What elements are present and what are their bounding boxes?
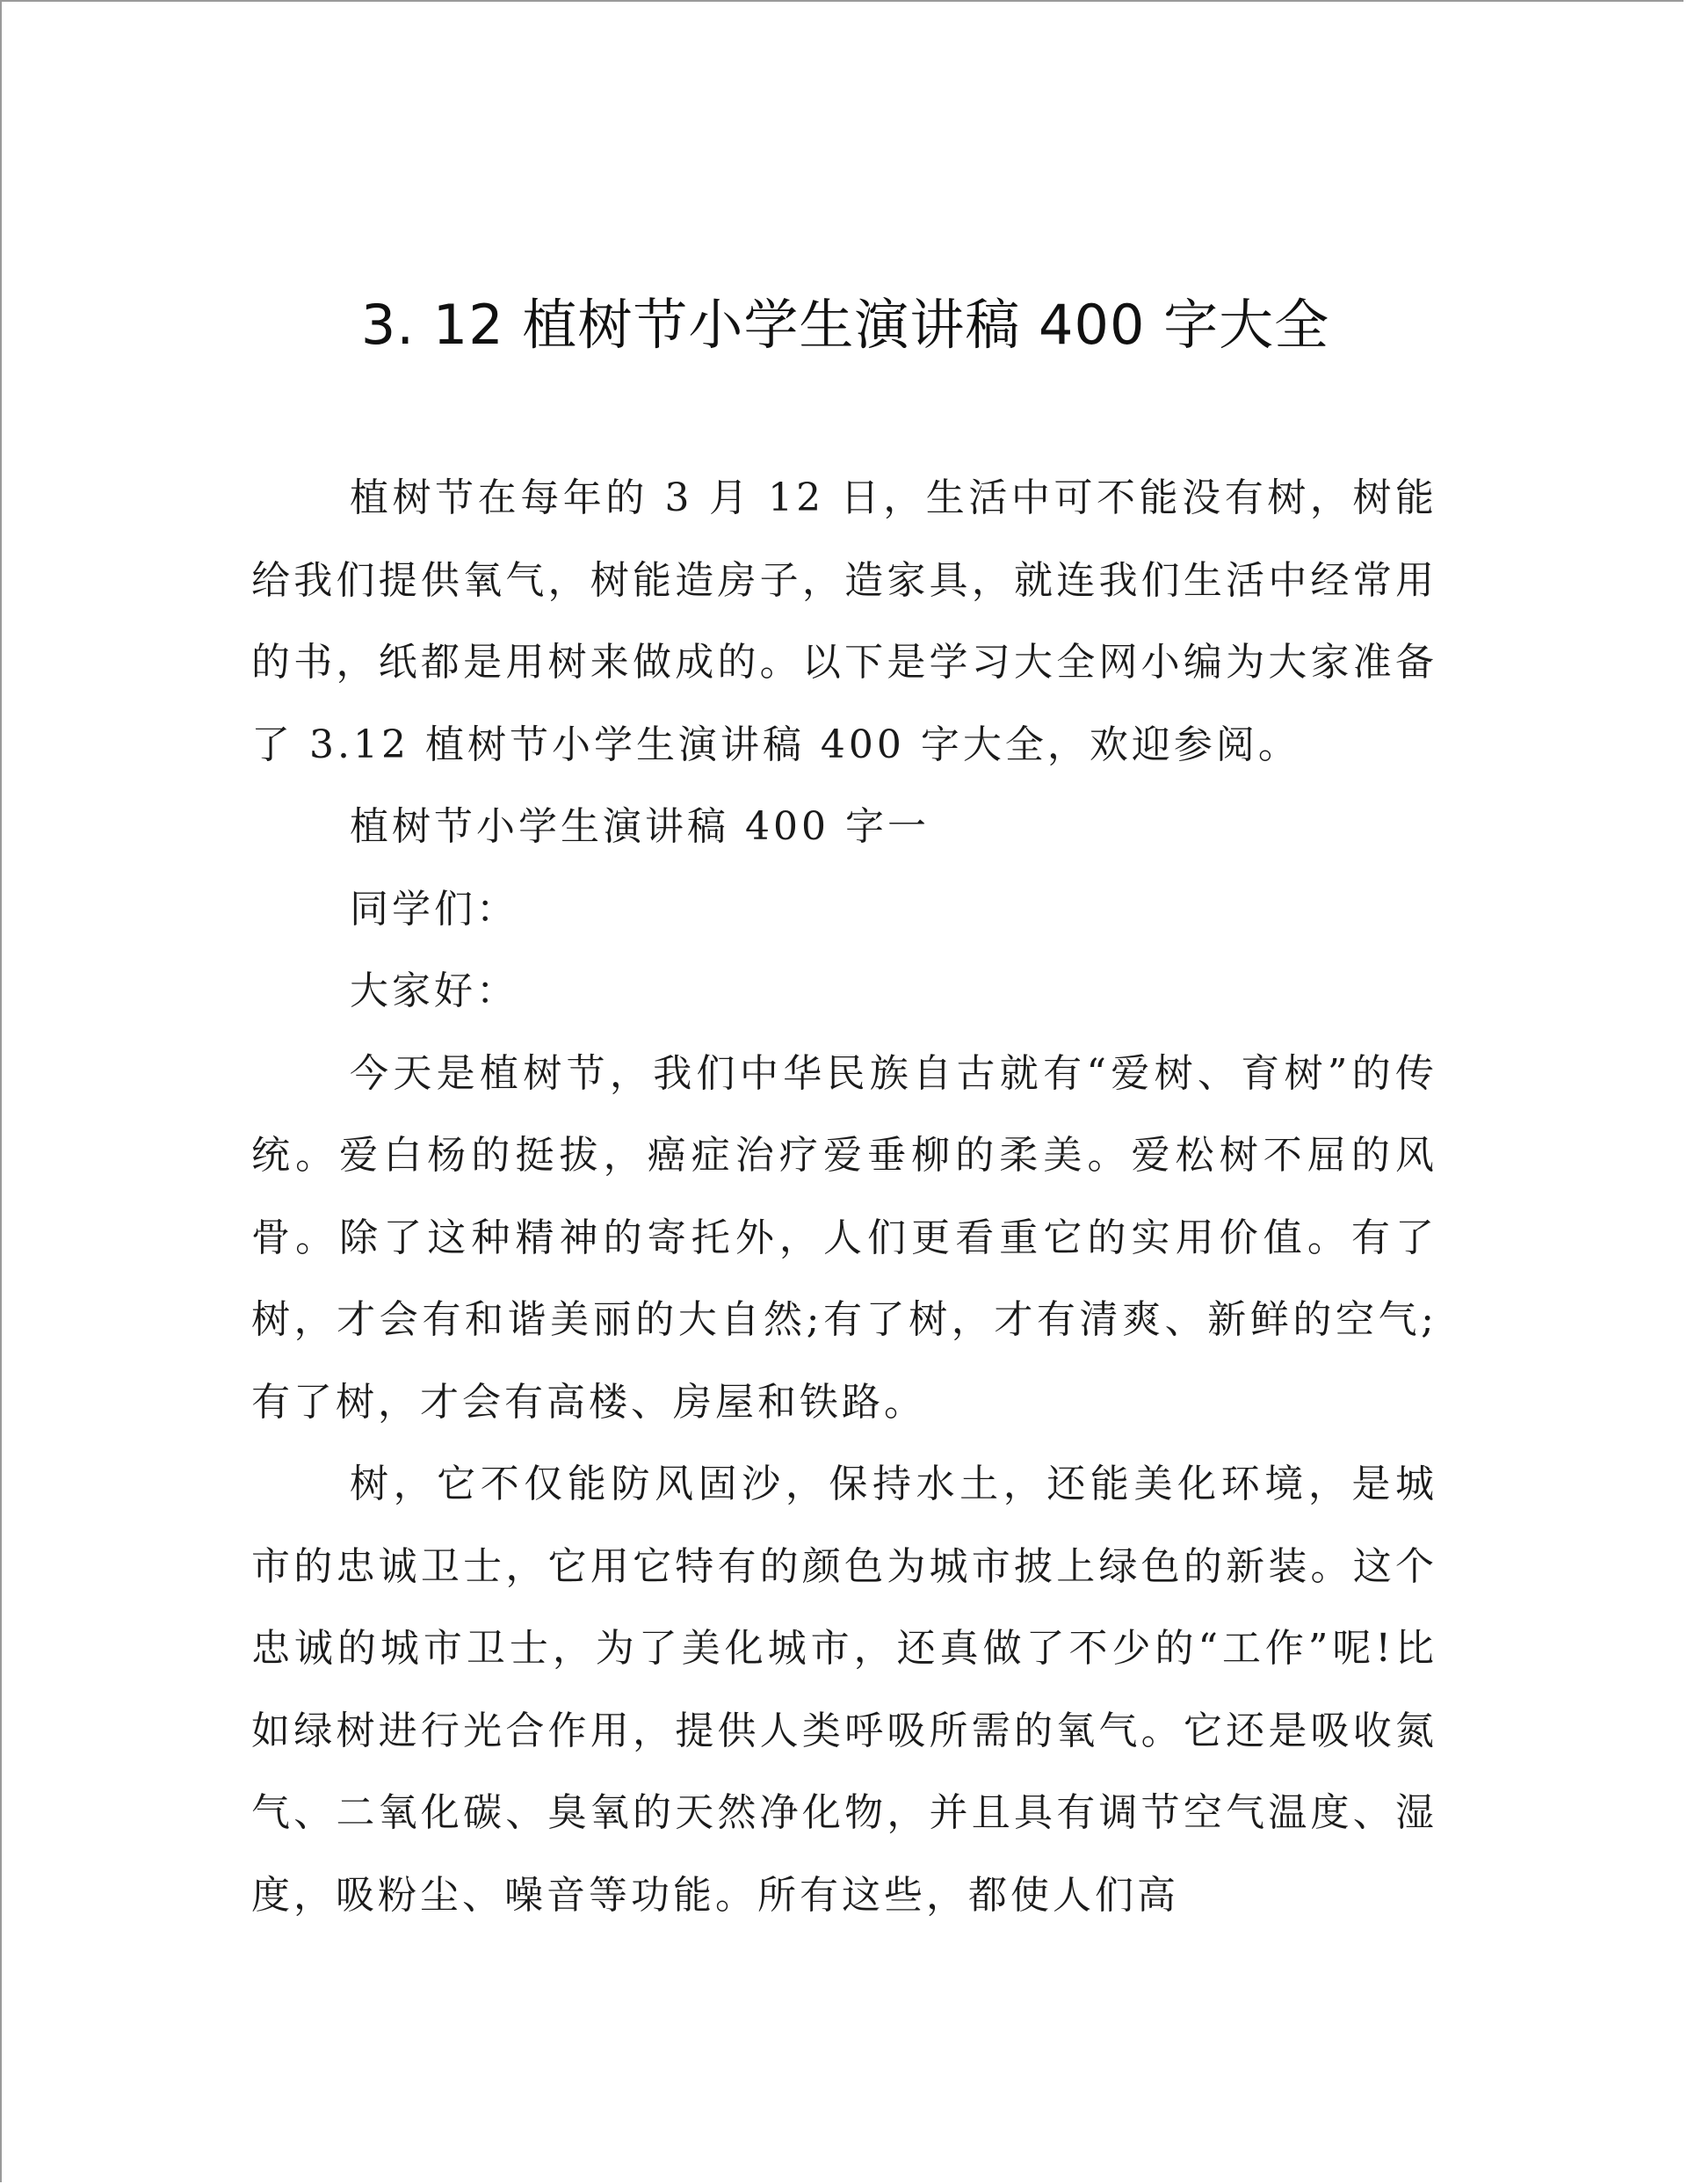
document-body: [251, 457, 1437, 1936]
paragraph-tree-functions: 树，它不仅能防风固沙，保持水土，还能美化环境，是城市的忠诚卫士，它用它特有的颜色为城市披上绿色的新装。这个忠诚的城市卫士，为了美化城市，还真做了不少的“工作”呢!比如绿树进行光合作用，提供人类呼吸所需的氧气。它还是吸收氮气、二氧化碳、臭氧的天然净化物，并且具有调节空气温度、湿度，吸粉尘、噪音等功能。所有这些，都使人们高: [251, 1462, 1437, 1918]
paragraph-greeting-classmates: 同学们：: [350, 886, 518, 932]
document-title: 3. 12 植树节小学生演讲稿 400 字大全: [360, 293, 1330, 357]
paragraph-intro: 植树节在每年的 3 月 12 日，生活中可不能没有树，树能给我们提供氧气，树能造房子，造家具，就连我们生活中经常用的书，纸都是用树来做成的。以下是学习大全网小编为大家准备了 3.12 植树节小学生演讲稿 400 字大全，欢迎参阅。: [251, 475, 1437, 767]
paragraph-greeting-everyone: 大家好：: [350, 969, 518, 1013]
paragraph-speech-heading: 植树节小学生演讲稿 400 字一: [350, 804, 930, 849]
paragraph-tradition: 今天是植树节，我们中华民族自古就有“爱树、育树”的传统。爱白杨的挺拔，癌症治疗爱垂柳的柔美。爱松树不屈的风骨。除了这种精神的寄托外，人们更看重它的实用价值。有了树，才会有和谐美丽的大自然;有了树，才有清爽、新鲜的空气;有了树，才会有高楼、房屋和铁路。: [251, 1050, 1437, 1425]
